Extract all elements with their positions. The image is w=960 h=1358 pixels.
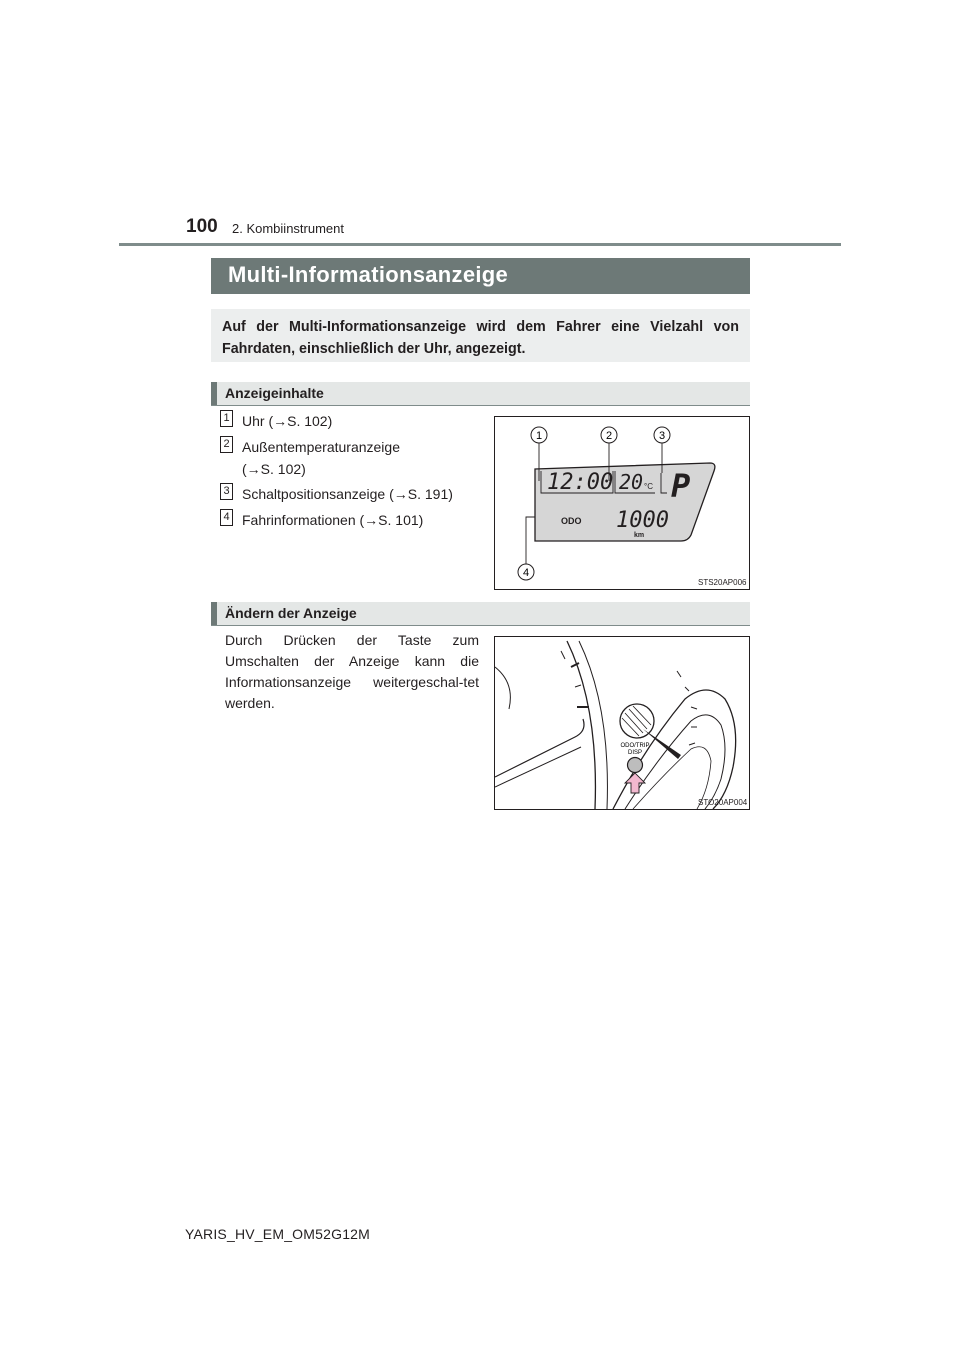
display-illustration	[495, 417, 749, 589]
section-change-heading: Ändern der Anzeige	[225, 605, 357, 621]
item-number-2: 2	[220, 436, 233, 453]
section-contents-heading: Anzeigeinhalte	[225, 385, 324, 401]
button-label-odo-trip: ODO/TRIP	[620, 743, 650, 749]
press-arrow-icon	[625, 773, 645, 793]
odo-trip-button[interactable]	[628, 758, 643, 773]
display-odo-unit: km	[634, 532, 645, 539]
item-outside-temp: Außentemperaturanzeige	[242, 439, 400, 455]
display-time: 12:00	[547, 470, 614, 495]
meter-figure	[494, 636, 750, 810]
button-label-disp: DISP	[627, 750, 643, 756]
display-gear: P	[671, 467, 691, 505]
change-text: Durch Drücken der Taste zum Umschalten der Anzeige kann die Informationsanzeige weitergeschal-tet werden.	[225, 632, 479, 711]
callout-3: 3	[658, 430, 666, 442]
section-rule	[211, 405, 750, 406]
callout-1: 1	[535, 430, 543, 442]
page-number: 100	[186, 216, 218, 237]
item-number-4: 4	[220, 509, 233, 526]
display-odo-value: 1000	[616, 508, 669, 533]
page-title: Multi-Informationsanzeige	[228, 262, 509, 287]
item-driving-info: Fahrinformationen (→S. 101)	[242, 512, 424, 528]
section-rule	[211, 625, 750, 626]
intro-text: Auf der Multi-Informationsanzeige wird dem Fahrer eine Vielzahl von Fahrdaten, einschließlich der Uhr, angezeigt.	[222, 319, 739, 357]
item-clock: Uhr (→S. 102)	[242, 413, 333, 429]
item-shift-position: Schaltpositionsanzeige (→S. 191)	[242, 486, 453, 502]
footer-code: YARIS_HV_EM_OM52G12M	[185, 1226, 371, 1242]
header-rule	[119, 243, 841, 246]
figure-code: STS20AP006	[698, 578, 747, 587]
section-accent	[211, 602, 217, 625]
chapter-title: 2. Kombiinstrument	[232, 221, 344, 236]
display-odo-label: ODO	[561, 516, 582, 526]
item-outside-temp-ref: (→S. 102)	[242, 461, 306, 477]
display-temperature: 20	[619, 470, 644, 494]
figure-code: STO20AP004	[698, 798, 748, 807]
section-accent	[211, 382, 217, 405]
display-figure	[494, 416, 750, 590]
item-number-1: 1	[220, 410, 233, 427]
display-temp-unit: °C	[644, 482, 653, 491]
item-number-3: 3	[220, 483, 233, 500]
callout-2: 2	[605, 430, 613, 442]
meter-illustration	[495, 637, 749, 809]
callout-4: 4	[522, 567, 530, 579]
